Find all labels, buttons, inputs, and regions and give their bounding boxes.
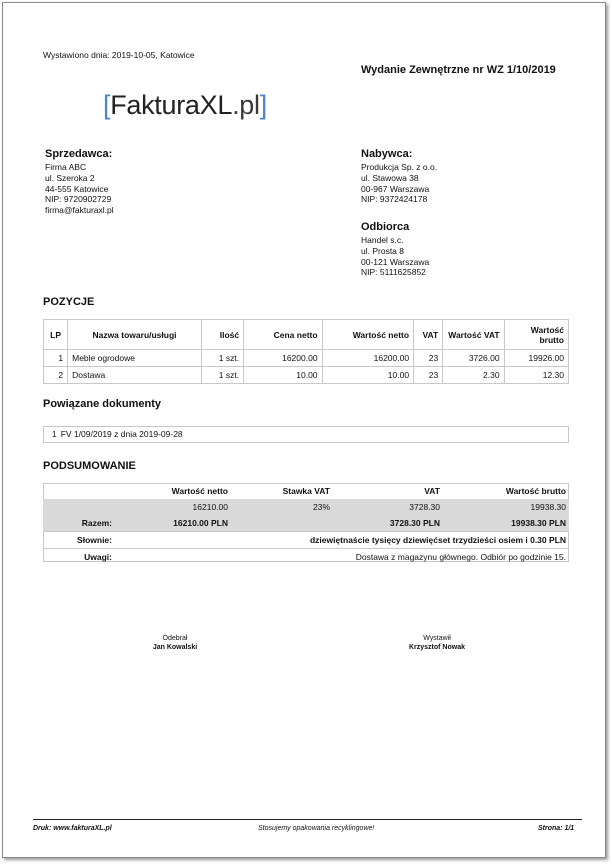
summary-empty [43,499,115,515]
summary-col-net: Wartość netto [171,486,228,496]
footer-note: Stosujemy opakowania recyklingowe! [258,825,375,832]
summary-total-vat: 3728.30 PLN [333,515,443,532]
seller-line: 44-555 Katowice [45,183,109,194]
summary-words: dziewiętnaście tysięcy dziewięćset trzydzieści osiem i 0.30 PLN [115,532,569,549]
seller-line: Firma ABC [45,162,87,172]
summary-heading: PODSUMOWANIE [43,460,136,472]
cell-vat: 23 [414,367,443,384]
signature-received-label: Odebrał [162,635,188,642]
summary-col-gross: Wartość brutto [505,486,566,496]
summary-words-row [43,532,569,549]
footer-divider [33,819,582,820]
document-title: Wydanie Zewnętrzne nr WZ 1/10/2019 [361,64,556,76]
summary-notes-row [43,549,569,566]
summary-rate-row [43,499,569,515]
receiver-line: ul. Prosta 8 [361,245,404,256]
logo-main: FakturaXL [110,90,233,120]
summary-table [43,483,569,565]
summary-total-gross: 19938.30 PLN [443,515,569,532]
summary-net: 16210.00 [115,499,231,515]
logo-tld: .pl [232,90,260,120]
footer-page-number: Strona: 1/1 [538,825,575,832]
cell-vat: 23 [414,350,443,367]
related-docs-heading: Powiązane dokumenty [43,398,161,410]
cell-gross: 19926.00 [504,350,568,367]
receiver-line: Handel s.c. [361,235,404,245]
col-vat: VAT [414,320,443,350]
cell-qty: 1 szt. [201,367,243,384]
buyer-line: 00-967 Warszawa [361,183,430,194]
signature-issued-label: Wystawił [423,635,451,642]
cell-vat-value: 3726.00 [443,350,504,367]
table-row [44,350,569,367]
summary-notes: Dostawa z magazynu głównego. Odbiór po godzinie 15. [355,552,566,562]
receiver-line: NIP: 5111625852 [361,267,426,278]
buyer-block [361,148,437,205]
summary-words-label: Słownie: [43,532,115,549]
summary-gross: 19938.30 [443,499,569,515]
col-net: Wartość netto [322,320,414,350]
table-row [44,367,569,384]
summary-rate: 23% [231,499,333,515]
logo [103,90,267,121]
cell-lp: 2 [44,367,68,384]
seller-line: NIP: 9720902729 [45,194,112,205]
issue-date-place: Wystawiono dnia: 2019-10-05, Katowice [43,50,195,60]
buyer-line: NIP: 9372424178 [361,194,428,205]
seller-heading: Sprzedawca: [45,148,113,160]
receiver-heading: Odbiorca [361,221,410,233]
items-table [43,319,569,384]
related-doc-lp: 1 [52,429,57,439]
summary-col-rate: Stawka VAT [282,486,330,496]
buyer-heading: Nabywca: [361,148,413,160]
cell-lp: 1 [44,350,68,367]
cell-price: 10.00 [244,367,322,384]
signature-issued [367,634,507,652]
summary-col-vat: VAT [424,486,440,496]
summary-total-label: Razem: [43,515,115,532]
col-lp: LP [44,320,68,350]
summary-vat: 3728.30 [333,499,443,515]
signature-received-name: Jan Kowalski [152,644,198,651]
footer-print-source: Druk: www.fakturaXL.pl [33,825,112,832]
col-qty: Ilość [201,320,243,350]
summary-empty [231,515,333,532]
logo-bracket-left: [ [103,90,111,120]
related-doc-text: FV 1/09/2019 z dnia 2019-09-28 [60,429,183,439]
col-gross: Wartość brutto [504,320,568,350]
logo-bracket-right: ] [259,90,267,120]
col-name: Nazwa towaru/usługi [68,320,202,350]
signature-issued-name: Krzysztof Nowak [408,644,465,651]
cell-name: Dostawa [68,367,202,384]
cell-qty: 1 szt. [201,350,243,367]
cell-vat-value: 2.30 [443,367,504,384]
cell-gross: 12.30 [504,367,568,384]
summary-notes-label: Uwagi: [84,552,112,562]
cell-price: 16200.00 [244,350,322,367]
cell-net: 10.00 [322,367,414,384]
cell-net: 16200.00 [322,350,414,367]
seller-line: ul. Szeroka 2 [45,172,95,183]
seller-block [45,148,114,216]
summary-empty [43,483,115,499]
summary-total-row [43,515,569,532]
related-doc-row [43,426,569,443]
buyer-line: Produkcja Sp. z o.o. [361,162,438,172]
summary-header-row [43,483,569,499]
receiver-line: 00-121 Warszawa [361,256,430,267]
cell-name: Meble ogrodowe [68,350,202,367]
buyer-line: ul. Stawowa 38 [361,172,419,183]
items-header-row [44,320,569,350]
col-vat-value: Wartość VAT [443,320,504,350]
items-heading: POZYCJE [43,296,95,308]
seller-email: firma@fakturaxl.pl [45,205,114,216]
col-price: Cena netto [244,320,322,350]
receiver-block [361,221,429,278]
summary-total-net: 16210.00 PLN [115,515,231,532]
signature-received [105,634,245,652]
